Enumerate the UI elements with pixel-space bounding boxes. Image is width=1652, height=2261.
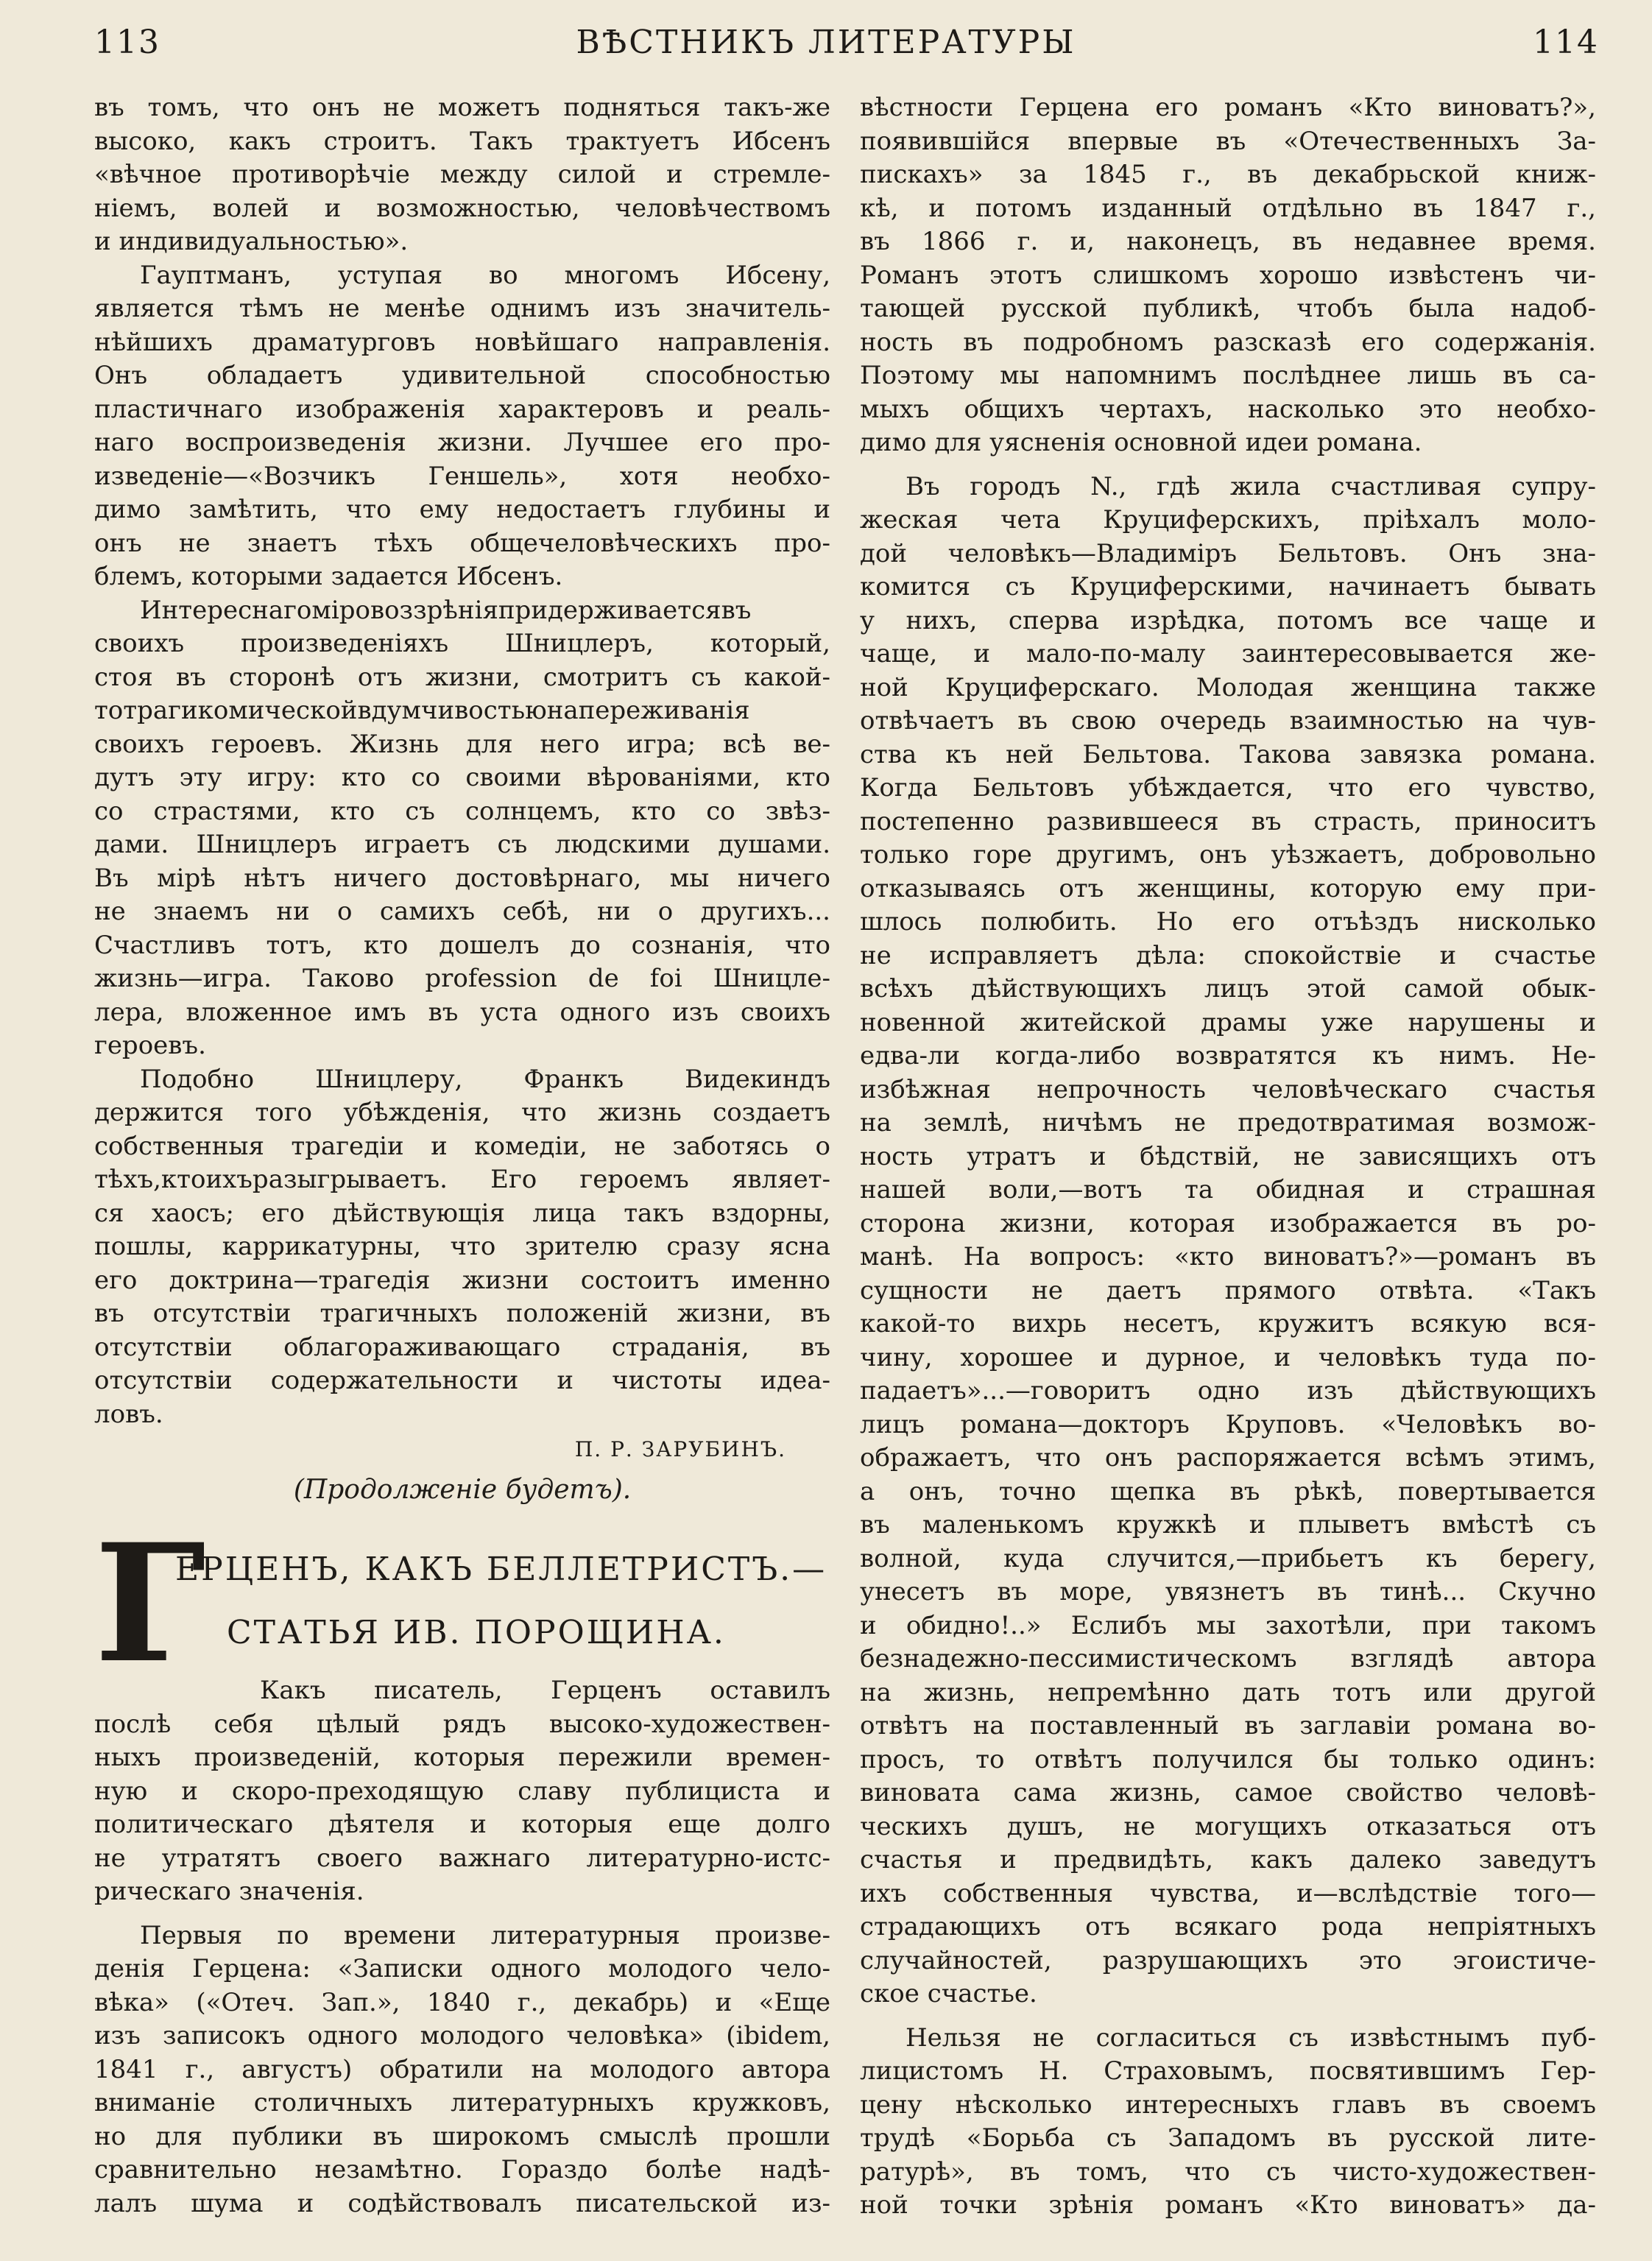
paragraph [860,470,1596,2011]
left-column [94,91,830,2221]
text-line: жизнь—игра. Таково profession de foi Шницле- [94,964,830,993]
text-line: появившійся впервые въ «Отечественныхъ За- [860,126,1596,156]
running-title: ВѢСТНИКЪ ЛИТЕРАТУРЫ [576,24,1076,61]
text-line: новенной житейской драмы уже нарушены и [860,1007,1596,1037]
text-line: едва-ли когда-либо возвратятся къ нимъ. Не- [860,1041,1596,1070]
text-line: въ 1866 г. и, наконецъ, въ недавнее время. [860,227,1596,256]
author-signature: П. Р. ЗАРУБИНЪ. [574,1437,786,1461]
text-line: тающей русской публикѣ, чтобъ была надоб- [860,294,1596,323]
text-line: сторона жизни, которая изображается въ ро- [860,1208,1596,1238]
text-line: изъ записокъ одного молодого человѣка» (ibidem, [94,2021,830,2050]
text-line: Первыя по времени литературныя произве- [140,1920,830,1950]
text-line: сравнительно незамѣтно. Гораздо болѣе надѣ- [94,2155,830,2184]
text-line: Интереснагоміровоззрѣніяпридерживаетсявъ [140,595,752,625]
text-line: а онъ, точно щепка въ рѣкѣ, повертывается [860,1476,1596,1506]
text-line: шлось полюбить. Но его отъѣздъ нисколько [860,907,1596,937]
text-line: димо для уясненія основной идеи романа. [860,428,1422,457]
text-line: цену нѣсколько интересныхъ главъ въ своемъ [860,2089,1596,2120]
text-line: денія Герцена: «Записки одного молодого чело- [94,1954,830,1983]
text-line: счастья и предвидѣть, какъ далеко заведутъ [860,1845,1596,1874]
text-line: наго воспроизведенія жизни. Лучшее его про- [94,428,830,457]
text-line: сущности не даетъ прямого отвѣта. «Такъ [860,1275,1596,1305]
right-page-number: 114 [1533,24,1599,61]
paragraph [94,594,830,1063]
text-line: Онъ обладаетъ удивительной способностью [94,361,830,390]
text-line: только горе другимъ, онъ уѣзжаетъ, добровольно [860,840,1596,870]
text-line: постепенно развившееся въ страсть, приноситъ [860,806,1596,836]
text-line: лера, вложенное имъ въ уста одного изъ своихъ [94,997,830,1027]
article-subtitle: СТАТЬЯ ИВ. ПОРОЩИНА. [227,1614,726,1651]
text-line: отсутствіи содержательности и чистоты идеа- [94,1366,830,1395]
text-line: виновата сама жизнь, самое свойство человѣ- [860,1778,1596,1807]
text-line: избѣжная непрочность человѣческаго счастья [860,1074,1596,1104]
paragraph [94,91,830,259]
text-line: ность утратъ и бѣдствій, не зависящихъ отъ [860,1141,1596,1171]
text-line: Какъ писатель, Герценъ оставилъ [260,1676,830,1705]
text-line: димо замѣтить, что ему недостаетъ глубины и [94,495,830,524]
text-line: своихъ произведеніяхъ Шницлеръ, который, [94,629,830,658]
text-line: держится того убѣжденія, что жизнь создаетъ [94,1098,830,1127]
text-line: рическаго значенія. [94,1877,364,1906]
text-line: ображаетъ, что онъ распоряжается всѣмъ этимъ, [860,1443,1596,1472]
paragraph [860,2022,1596,2223]
text-line: ной точки зрѣнія романъ «Кто виноватъ» да- [860,2190,1596,2220]
text-line: ныхъ произведеній, которыя пережили времен- [94,1743,830,1772]
text-line: ихъ собственныя чувства, и—вслѣдствіе того— [860,1878,1596,1908]
text-line: стоя въ сторонѣ отъ жизни, смотритъ съ какой- [94,662,830,692]
text-line: лицъ романа—докторъ Круповъ. «Человѣкъ во- [860,1409,1596,1439]
text-line: ства къ ней Бельтова. Такова завязка романа. [860,739,1596,769]
text-line: какой-то вихрь несетъ, кружитъ всякую вся- [860,1309,1596,1338]
text-line: онъ не знаетъ тѣхъ общечеловѣческихъ про- [94,528,830,558]
paragraph [94,1674,830,1909]
text-line: вниманіе столичныхъ литературныхъ кружковъ, [94,2088,830,2117]
paragraph [94,1063,830,1432]
text-line: вѣстности Герцена его романъ «Кто виноватъ?», [860,93,1596,122]
text-line: отсутствіи облагораживающаго страданія, въ [94,1332,830,1362]
text-line: трудѣ «Борьба съ Западомъ въ русской лите- [860,2123,1596,2153]
text-line: страдающихъ отъ всякаго рода непріятныхъ [860,1912,1596,1941]
text-line: не знаемъ ни о самихъ себѣ, ни о другихъ... [94,897,830,926]
text-line: ратурѣ», въ томъ, что съ чисто-художествен- [860,2156,1596,2187]
text-line: ность въ подробномъ разсказѣ его содержанія. [860,327,1596,357]
text-line: ловъ. [94,1399,163,1429]
text-line: дами. Шницлеръ играетъ съ людскими душами. [94,830,830,859]
text-line: Гауптманъ, уступая во многомъ Ибсену, [140,260,830,290]
text-line: лицистомъ Н. Страховымъ, посвятившимъ Гер- [860,2056,1596,2086]
text-line: въ маленькомъ кружкѣ и плыветъ вмѣстѣ съ [860,1510,1596,1539]
text-line: Счастливъ тотъ, кто дошелъ до сознанія, что [94,930,830,960]
text-line: Романъ этотъ слишкомъ хорошо извѣстенъ чи- [860,260,1596,290]
text-line: не исправляетъ дѣла: спокойствіе и счастье [860,940,1596,970]
text-line: лалъ шума и содѣйствовалъ писательской из- [94,2188,830,2218]
paragraph [860,91,1596,460]
text-line: волной, куда случится,—прибьетъ къ берегу, [860,1543,1596,1573]
text-line: манѣ. На вопросъ: «кто виноватъ?»—романъ въ [860,1242,1596,1271]
text-line: изведеніе—«Возчикъ Геншель», хотя необхо- [94,461,830,491]
text-line: дутъ эту игру: кто со своими вѣрованіями, кто [94,763,830,792]
text-line: нѣйшихъ драматурговъ новѣйшаго направленія. [94,327,830,357]
text-line: тотрагикомическойвдумчивостьюнапереживанія [94,696,750,725]
text-line: въ отсутствіи трагичныхъ положеній жизни, въ [94,1299,830,1328]
text-line: ческихъ душъ, не могущихъ отказаться отъ [860,1811,1596,1841]
text-line: отвѣтъ на поставленный въ заглавіи романа во- [860,1711,1596,1740]
continuation-note: (Продолженіе будетъ). [293,1475,632,1505]
text-line: Въ мірѣ нѣтъ ничего достовѣрнаго, мы ничего [94,863,830,893]
text-line: ніемъ, волей и возможностью, человѣчествомъ [94,193,830,223]
text-line: высоко, какъ строитъ. Такъ трактуетъ Ибсенъ [94,126,830,156]
text-line: безнадежно-пессимистическомъ взглядѣ автора [860,1644,1596,1673]
text-line: жеская чета Круциферскихъ, пріѣхалъ моло- [860,505,1596,535]
text-line: «вѣчное противорѣчіе между силой и стремле- [94,160,830,189]
drop-cap: Г [94,1508,206,1699]
text-line: Когда Бельтовъ убѣждается, что его чувство, [860,773,1596,803]
text-line: тѣхъ,ктоихъразыгрываетъ. Его героемъ являет- [94,1165,830,1194]
text-line: политическаго дѣятеля и которыя еще долго [94,1810,830,1839]
text-line: случайностей, разрушающихъ это эгоистиче- [860,1945,1596,1975]
text-line: послѣ себя цѣлый рядъ высоко-художествен- [94,1709,830,1739]
text-line: и индивидуальностью». [94,227,409,256]
text-line: просъ, то отвѣтъ получился бы только одинъ: [860,1744,1596,1774]
text-line: героевъ. [94,1031,206,1060]
text-line: чину, хорошее и дурное, и человѣкъ туда по- [860,1342,1596,1372]
text-line: 1841 г., августъ) обратили на молодого автора [94,2054,830,2084]
text-line: ское счастье. [860,1979,1037,2008]
text-line: унесетъ въ море, увязнетъ въ тинѣ... Скучно [860,1577,1596,1606]
text-line: отказываясь отъ женщины, которую ему при- [860,873,1596,903]
text-line: своихъ героевъ. Жизнь для него игра; всѣ ве- [94,729,830,759]
text-line: мыхъ общихъ чертахъ, насколько это необхо- [860,394,1596,424]
text-line: отвѣчаетъ въ свою очередь взаимностью на чув- [860,706,1596,736]
text-line: дой человѣкъ—Владиміръ Бельтовъ. Онъ зна- [860,538,1596,568]
paragraph [94,259,830,594]
text-line: пошлы, каррикатурны, что зрителю сразу ясна [94,1232,830,1261]
text-line: не утратятъ своего важнаго литературно-истс- [94,1843,830,1873]
text-line: Поэтому мы напомнимъ послѣднее лишь въ са- [860,361,1596,390]
left-page-number: 113 [94,24,160,61]
text-line: всѣхъ дѣйствующихъ лицъ этой самой обык- [860,974,1596,1003]
paragraph [94,1919,830,2221]
text-line: пластичнаго изображенія характеровъ и реаль- [94,394,830,424]
text-line: блемъ, которыми задается Ибсенъ. [94,562,563,591]
text-line: Подобно Шницлеру, Франкъ Видекиндъ [140,1064,830,1094]
text-line: на жизнь, непремѣнно дать тотъ или другой [860,1677,1596,1707]
text-line: у нихъ, сперва изрѣдка, потомъ все чаще и [860,605,1596,635]
article-title: ЕРЦЕНЪ, КАКЪ БЕЛЛЕТРИСТЪ.— [175,1551,827,1588]
text-line: чаще, и мало-по-малу заинтересовывается же- [860,639,1596,669]
text-line: но для публики въ широкомъ смыслѣ прошли [94,2121,830,2151]
text-line: пискахъ» за 1845 г., въ декабрьской книж- [860,160,1596,189]
text-line: со страстями, кто съ солнцемъ, кто со звѣз- [94,796,830,826]
text-line: кѣ, и потомъ изданный отдѣльно въ 1847 г., [860,193,1596,223]
text-line: въ томъ, что онъ не можетъ подняться такъ-же [94,93,830,122]
text-line: ся хаосъ; его дѣйствующія лица такъ вздорны, [94,1198,830,1228]
text-line: Въ городъ N., гдѣ жила счастливая супру- [906,471,1596,501]
text-line: является тѣмъ не менѣе однимъ изъ значитель- [94,294,830,323]
text-line: падаетъ»...—говоритъ одно изъ дѣйствующихъ [860,1376,1596,1405]
text-line: его доктрина—трагедія жизни состоитъ именно [94,1265,830,1295]
text-line: ной Круциферскаго. Молодая женщина также [860,672,1596,702]
text-line: и обидно!..» Еслибъ мы захотѣли, при такомъ [860,1610,1596,1640]
text-line: ную и скоро-преходящую славу публициста и [94,1776,830,1806]
text-line: Нельзя не согласиться съ извѣстнымъ пуб- [906,2022,1596,2053]
text-line: вѣка» («Отеч. Зап.», 1840 г., декабрь) и «Еще [94,1987,830,2017]
text-line: нашей воли,—вотъ та обидная и страшная [860,1175,1596,1204]
text-line: собственныя трагедіи и комедіи, не заботясь о [94,1131,830,1161]
right-column [860,91,1596,2223]
text-line: комится съ Круциферскими, начинаетъ бывать [860,572,1596,602]
text-line: на землѣ, ничѣмъ не предотвратимая возмож- [860,1108,1596,1137]
